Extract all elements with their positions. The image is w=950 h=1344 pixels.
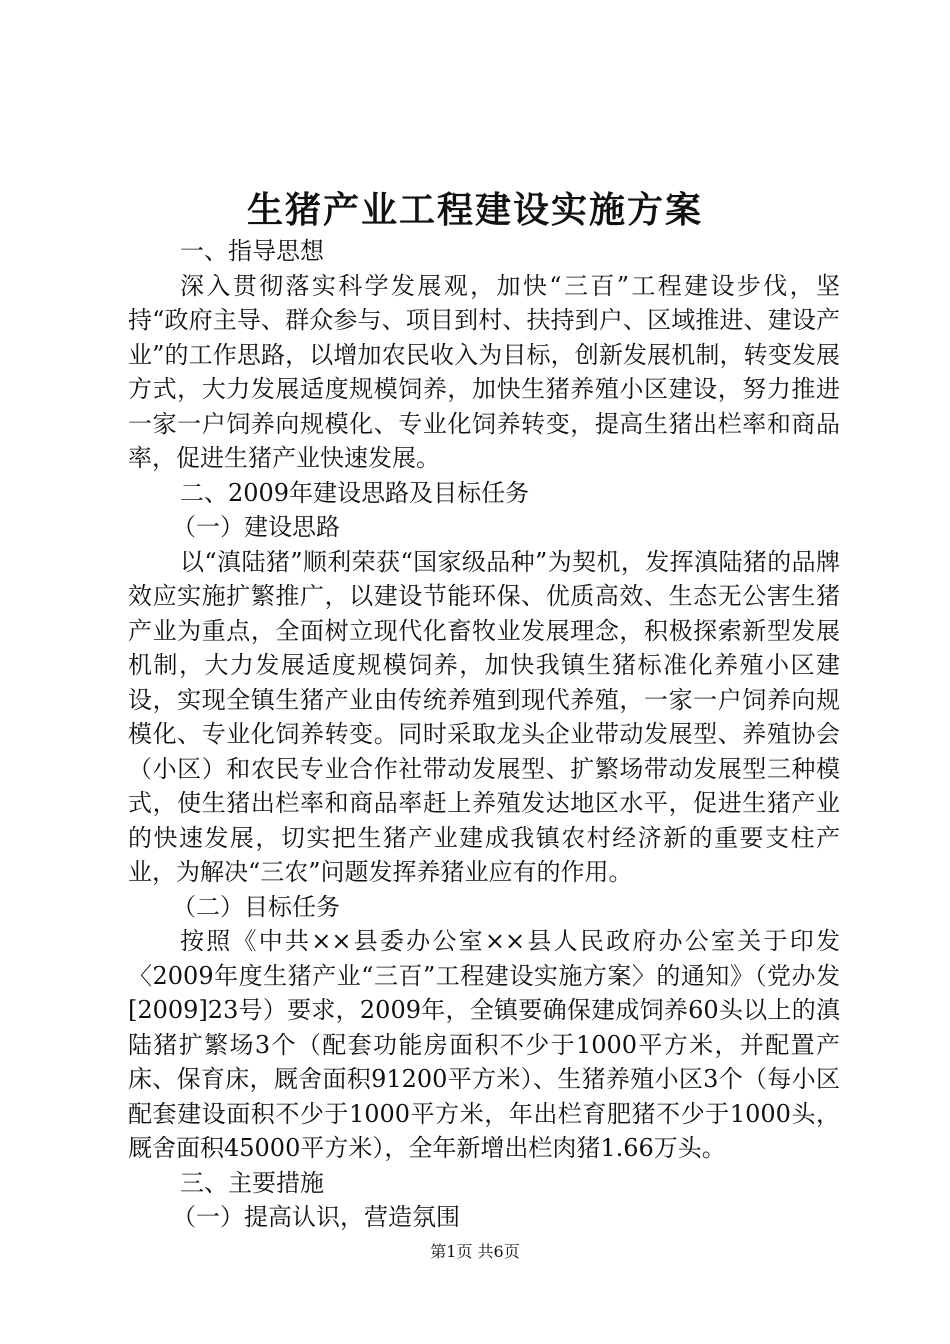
document-title: 生猪产业工程建设实施方案 <box>246 189 703 231</box>
section-heading: 一、指导思想 <box>180 237 324 265</box>
paragraph: 深入贯彻落实科学发展观，加快“三百”工程建设步伐，坚持“政府主导、群众参与、项目到村、扶持到户、区域推进、建设产业”的工作思路，以增加农民收入为目标，创新发展机制，转变发展方式，大力发展适度规模饲养，加快生猪养殖小区建设，努力推进一家一户饲养向规模化、专业化饲养转变，提高生猪出栏率和商品率，促进生猪产业快速发展。 <box>128 271 840 472</box>
section-heading: 三、主要措施 <box>180 1168 324 1197</box>
subsection-heading: （一）提高认识，营造氛围 <box>172 1203 460 1231</box>
paragraph: 以“滇陆猪”顺利荣获“国家级品种”为契机，发挥滇陆猪的品牌效应实施扩繁推广，以建设节能环保、优质高效、生态无公害生猪产业为重点，全面树立现代化畜牧业发展理念，积极探索新型发展机制，大力发展适度规模饲养，加快我镇生猪标准化养殖小区建设，实现全镇生猪产业由传统养殖到现代养殖，一家一户饲养向规模化、专业化饲养转变。同时采取龙头企业带动发展型、养殖协会（小区）和农民专业合作社带动发展型、扩繁场带动发展型三种模式，使生猪出栏率和商品率赶上养殖发达地区水平，促进生猪产业的快速发展，切实把生猪产业建成我镇农村经济新的重要支柱产业，为解决“三农”问题发挥养猪业应有的作用。 <box>128 547 840 886</box>
section-heading: 二、2009年建设思路及目标任务 <box>180 478 530 507</box>
document-body <box>128 234 840 1235</box>
page-footer: 第1页 共6页 <box>430 1242 520 1261</box>
paragraph: 按照《中共××县委办公室××县人民政府办公室关于印发〈2009年度生猪产业“三百”工程建设实施方案〉的通知》（党办发[2009]23号）要求，2009年，全镇要确保建成饲养60头以上的滇陆猪扩繁场3个（配套功能房面积不少于1000平方米，并配置产床、保育床，厩舍面积91200平方米）、生猪养殖小区3个（每小区配套建设面积不少于1000平方米，年出栏育肥猪不少于1000头，厩舍面积45000平方米），全年新增出栏肉猪1.66万头。 <box>128 927 840 1162</box>
subsection-heading: （二）目标任务 <box>172 892 340 921</box>
subsection-heading: （一）建设思路 <box>172 513 340 541</box>
